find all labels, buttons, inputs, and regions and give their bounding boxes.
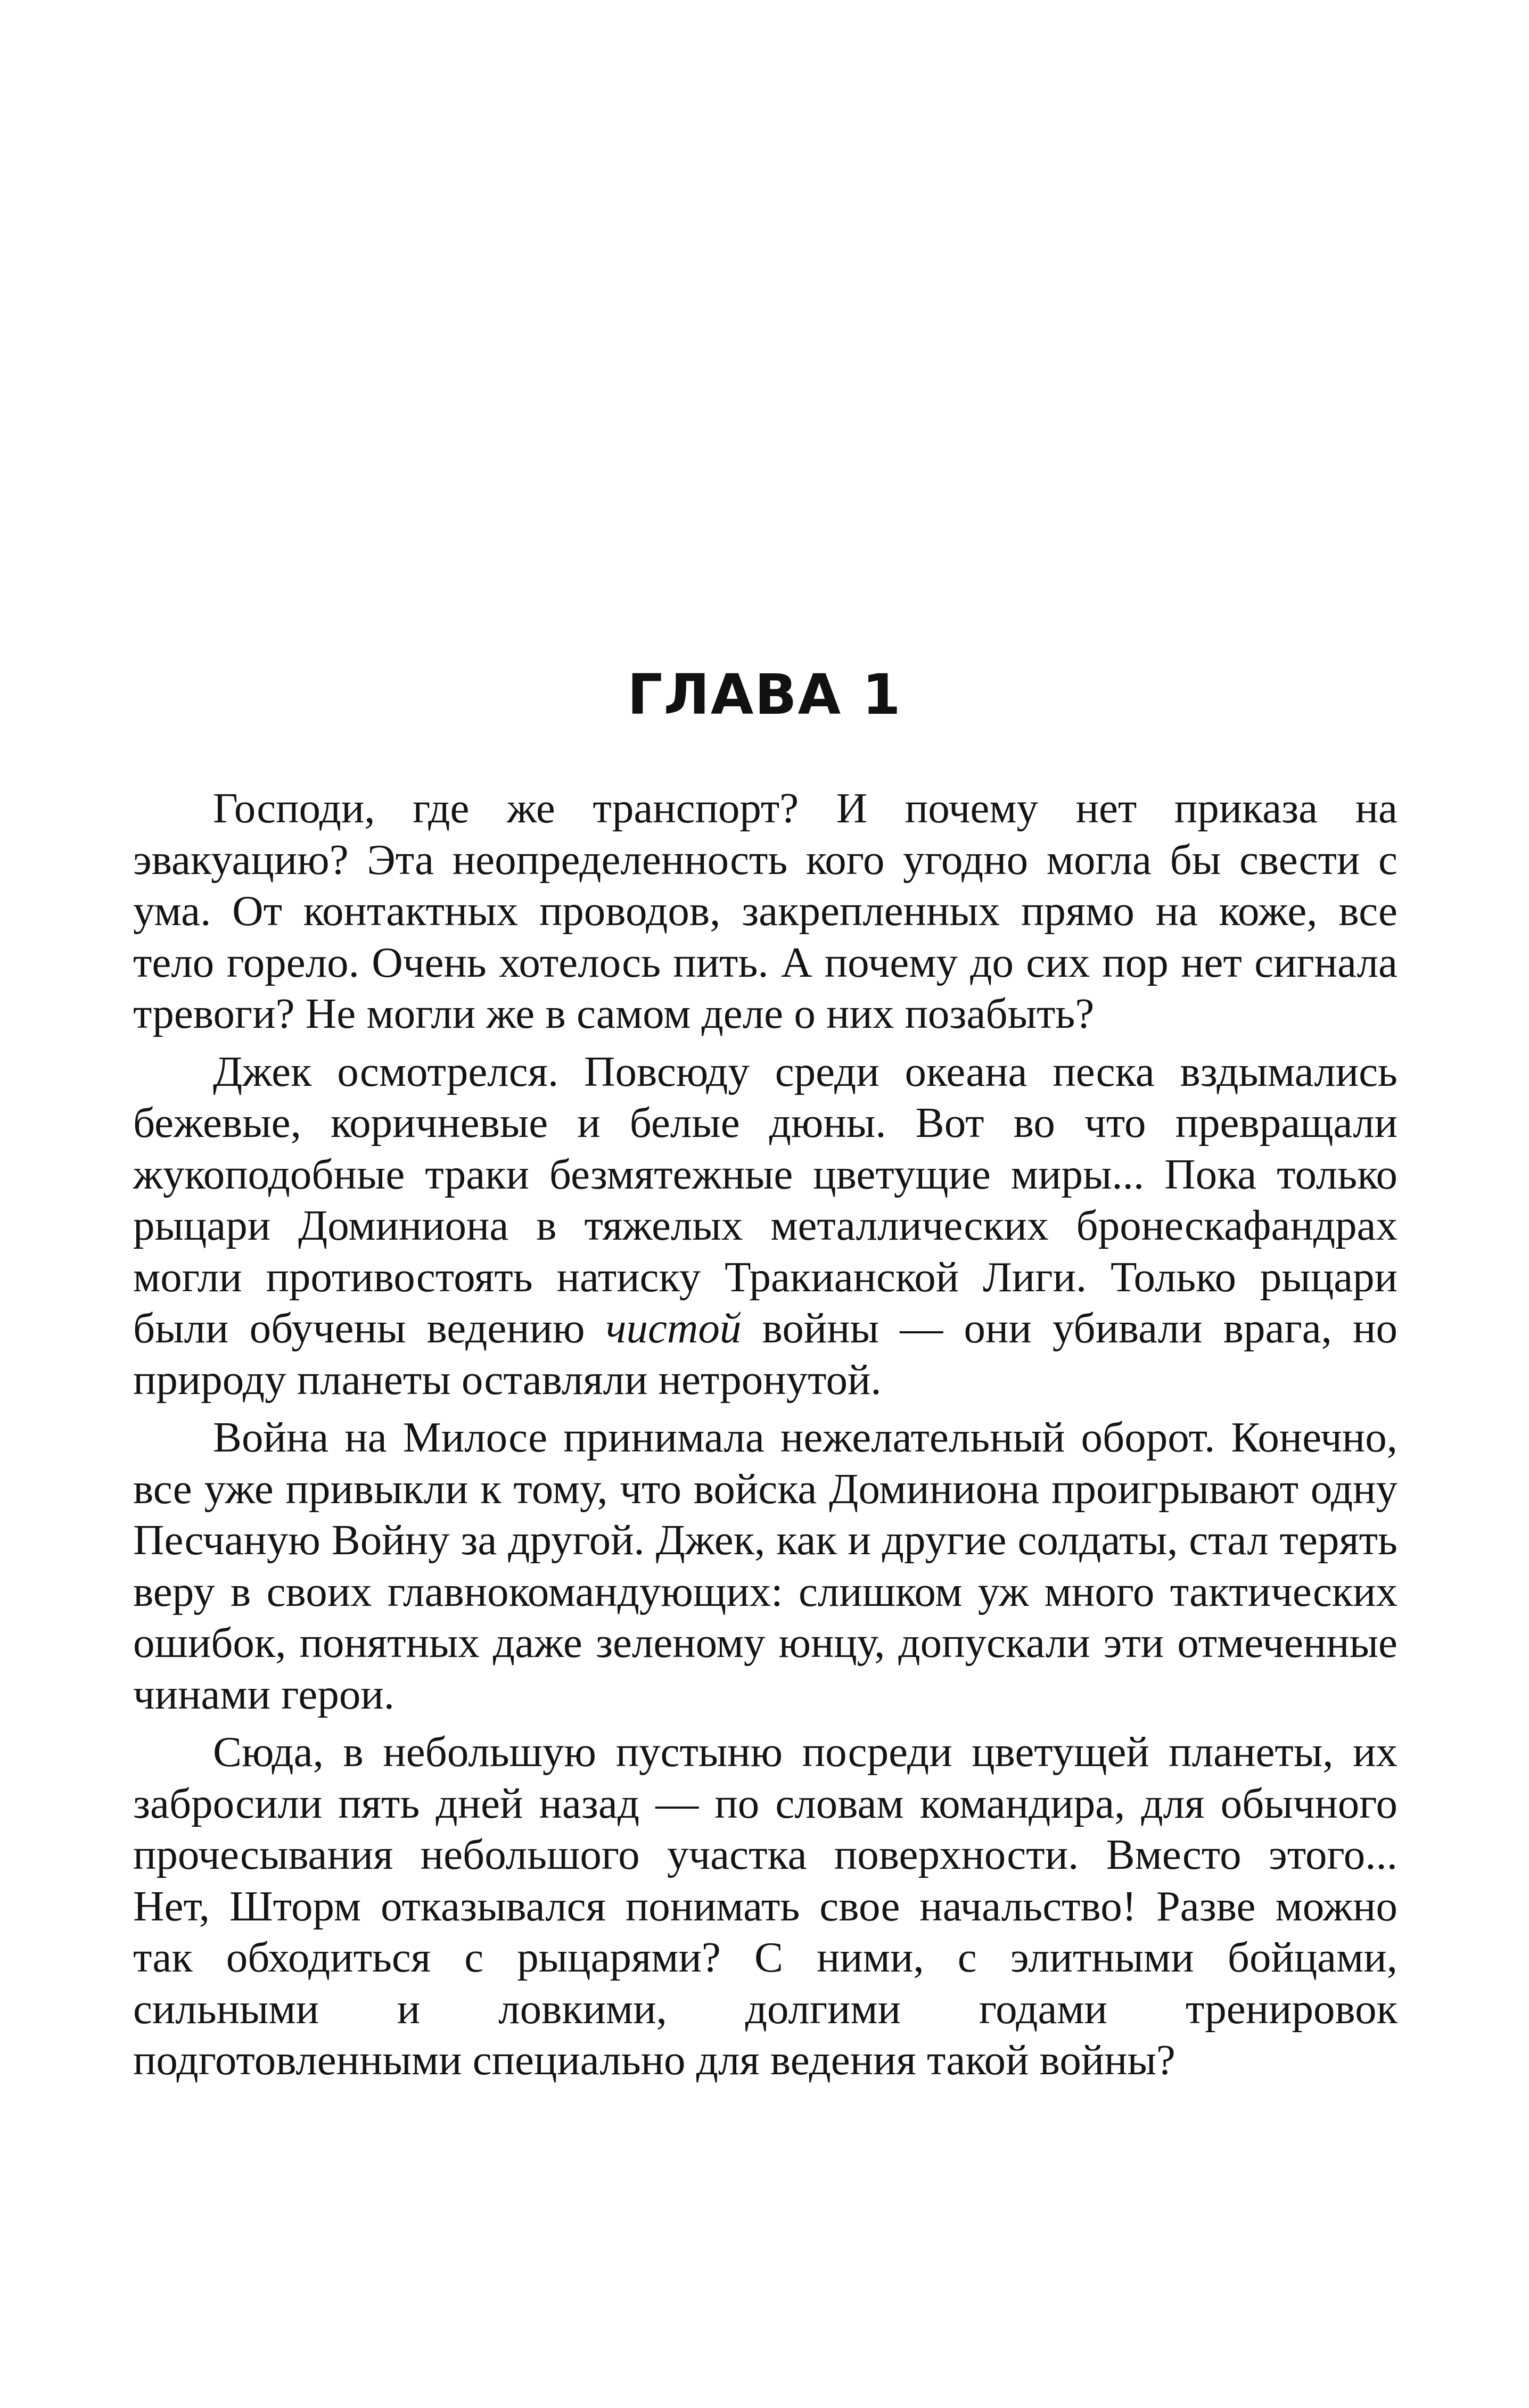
paragraph-4: Сюда, в небольшую пустыню посреди цветущей планеты, их забросили пять дней назад — по словам командира, для обычного прочесывания небольшого участка поверхности. Вместо этого... Нет, Шторм отказывался понимать свое начальство! Разве можно так обходиться с рыцарями? С ними, с элитными бойцами, сильными и ловкими, долгими годами тренировок подготовленными специально для ведения такой войны?	[133, 1728, 1398, 2084]
paragraph-3: Война на Милосе принимала нежелательный оборот. Конечно, все уже привыкли к тому, что войска Доминиона проигрывают одну Песчаную Войну за другой. Джек, как и другие солдаты, стал терять веру в своих главнокомандующих: слишком уж много тактических ошибок, понятных даже зеленому юнцу, допускали эти отмеченные чинами герои.	[133, 1413, 1398, 1718]
paragraph-2-text-before: Джек осмотрелся. Повсюду среди океана песка вздымались бежевые, коричневые и белые дюны. Вот во что превращали жукоподобные траки безмятежные цветущие миры... Пока только рыцари Доминиона в тяжелых металлических бронескафандрах могли противостоять натиску Тракианской Лиги. Только рыцари были обучены ведению	[133, 1047, 1398, 1352]
paragraph-1: Господи, где же транспорт? И почему нет приказа на эвакуацию? Эта неопределенность кого угодно могла бы свести с ума. От контактных проводов, закрепленных прямо на коже, все тело горело. Очень хотелось пить. А почему до сих пор нет сигнала тревоги? Не могли же в самом деле о них позабыть?	[133, 784, 1398, 1037]
chapter-title: ГЛАВА 1	[627, 662, 902, 727]
chapter-body	[133, 782, 1398, 2086]
paragraph-2-text-after: войны — они убивали врага, но природу планеты оставляли нетронутой.	[133, 1304, 1398, 1404]
paragraph-2	[133, 1046, 1398, 1406]
emphasized-word: чистой	[605, 1304, 742, 1352]
